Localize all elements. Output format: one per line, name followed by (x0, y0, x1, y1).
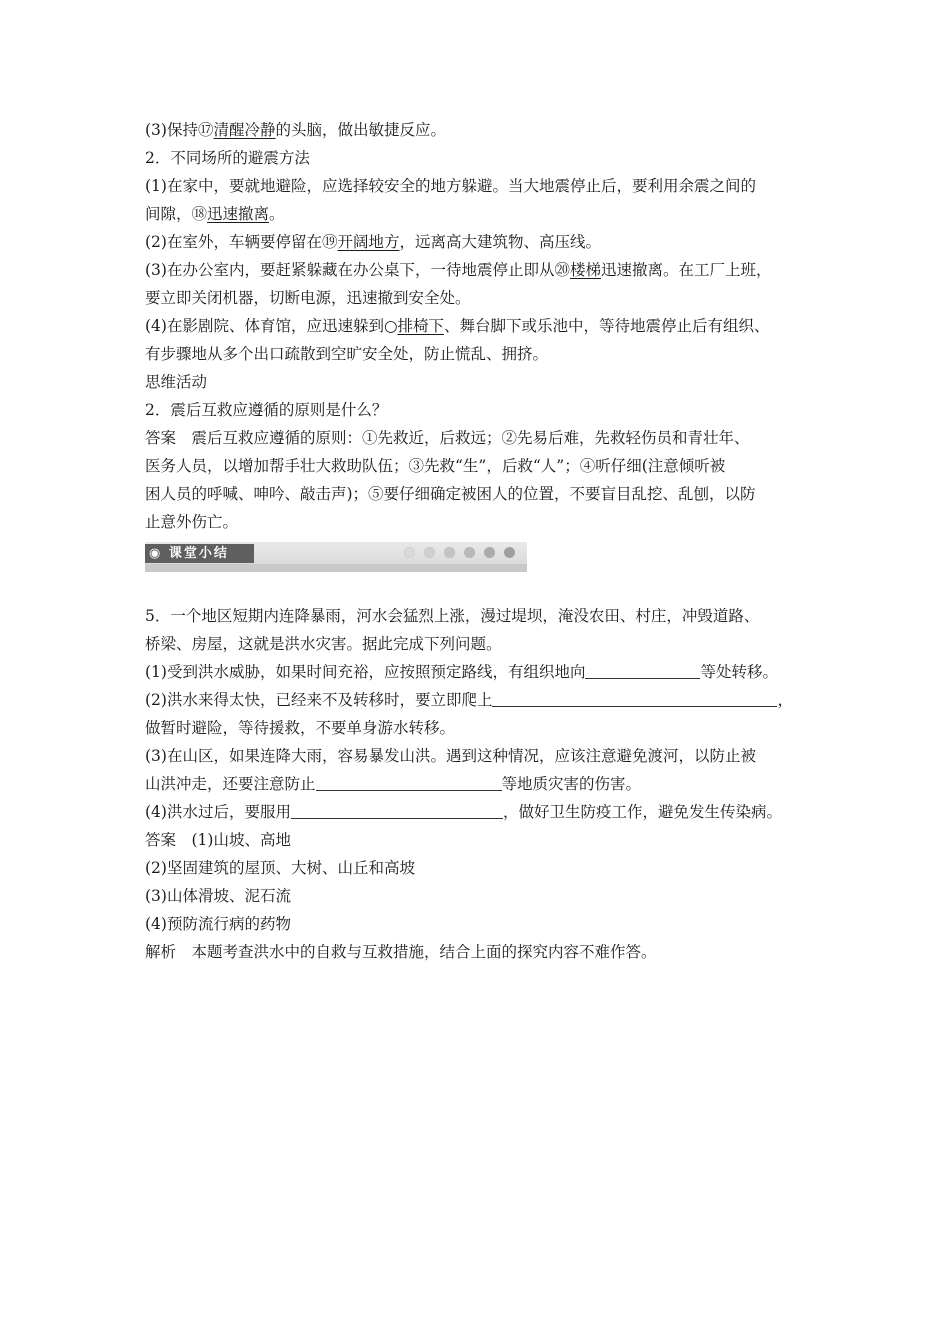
answer-line: 困人员的呼喊、呻吟、敲击声)；⑤要仔细确定被困人的位置，不要盲目乱挖、乱刨，以防 (145, 485, 756, 503)
banner-dots (404, 547, 515, 558)
text-line: (3)保持⑰清醒冷静的头脑，做出敏捷反应。 (145, 121, 446, 139)
answer-line: 医务人员，以增加帮手壮大救助队伍；③先救“生”，后救“人”；④听仔细(注意倾听被 (145, 457, 726, 475)
document-page (145, 116, 825, 966)
dot-icon (444, 547, 455, 558)
text-line: (1)在家中，要就地避险，应选择较安全的地方躲避。当大地震停止后，要利用余震之间的 (145, 177, 756, 195)
section-banner (145, 542, 527, 572)
question-part: (1)受到洪水威胁，如果时间充裕，应按照预定路线，有组织地向 等处转移。 (145, 658, 825, 686)
answer-underline: 楼梯 (569, 261, 601, 279)
banner-label: ◉ 课堂小结 (145, 544, 254, 563)
text-line: (2)在室外，车辆要停留在⑲开阔地方，远离高大建筑物、高压线。 (145, 233, 601, 251)
question-line: 桥梁、房屋，这就是洪水灾害。据此完成下列问题。 (145, 635, 502, 653)
question-part: (3)在山区，如果连降大雨，容易暴发山洪。遇到这种情况，应该注意避免渡河，以防止被 (145, 747, 756, 765)
text-line: 要立即关闭机器，切断电源，迅速撤到安全处。 (145, 289, 471, 307)
thinking-title: 思维活动 (145, 373, 208, 391)
fill-blank (316, 772, 502, 791)
answer-line: (4)预防流行病的药物 (145, 915, 291, 933)
fill-blank (291, 800, 503, 819)
dot-icon (424, 547, 435, 558)
text-line: 间隙，⑱迅速撤离。 (145, 205, 285, 223)
section-heading: 2．不同场所的避震方法 (145, 149, 310, 167)
answer-underline: 迅速撤离 (207, 205, 270, 223)
answer-line: 答案 (1)山坡、高地 (145, 831, 291, 849)
question-line: 2．震后互救应遵循的原则是什么？ (145, 401, 388, 419)
fill-blank (492, 688, 777, 707)
answer-underline: 清醒冷静 (213, 121, 276, 139)
dot-icon (484, 547, 495, 558)
fill-blank (585, 660, 700, 679)
answer-underline: 排椅下 (397, 317, 444, 335)
answer-line: (2)坚固建筑的屋顶、大树、山丘和高坡 (145, 859, 415, 877)
question-part: 山洪冲走，还要注意防止 等地质灾害的伤害。 (145, 770, 825, 798)
dot-icon (504, 547, 515, 558)
answer-line: (3)山体滑坡、泥石流 (145, 887, 291, 905)
answer-line: 答案 震后互救应遵循的原则：①先救近，后救远；②先易后难，先救轻伤员和青壮年、 (145, 429, 750, 447)
text-line: (3)在办公室内，要赶紧躲藏在办公桌下，一待地震停止即从⑳楼梯迅速撤离。在工厂上班， (145, 261, 772, 279)
question-part: (2)洪水来得太快，已经来不及转移时，要立即爬上 ， (145, 686, 825, 714)
question-part: (4)洪水过后，要服用 ，做好卫生防疫工作，避免发生传染病。 (145, 798, 825, 826)
question-line: 5．一个地区短期内连降暴雨，河水会猛烈上涨，漫过堤坝，淹没农田、村庄，冲毁道路、 (145, 607, 760, 625)
dot-icon (404, 547, 415, 558)
analysis-line: 解析 本题考查洪水中的自救与互救措施，结合上面的探究内容不难作答。 (145, 943, 657, 961)
question-part: 做暂时避险，等待援救，不要单身游水转移。 (145, 719, 456, 737)
text-line: (4)在影剧院、体育馆，应迅速躲到○排椅下、舞台脚下或乐池中，等待地震停止后有组织、 (145, 317, 770, 335)
answer-underline: 开阔地方 (337, 233, 400, 251)
answer-line: 止意外伤亡。 (145, 513, 239, 531)
text-line: 有步骤地从多个出口疏散到空旷安全处，防止慌乱、拥挤。 (145, 345, 549, 363)
dot-icon (464, 547, 475, 558)
banner-strip (145, 564, 527, 572)
